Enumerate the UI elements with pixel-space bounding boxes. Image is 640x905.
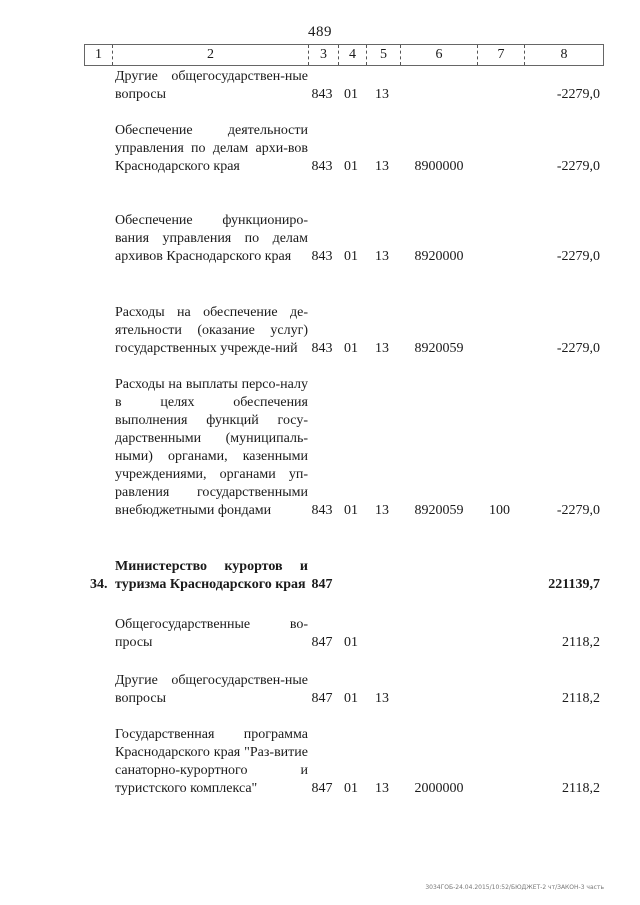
row-col-4: 01 [344, 503, 358, 518]
row-col-3: 843 [311, 249, 333, 264]
row-col-6: 8920059 [414, 503, 464, 518]
row-col-5: 13 [375, 503, 389, 518]
row-col-3: 847 [311, 781, 333, 796]
row-name: Обеспечение функциониро-вания управления по делам архивов Краснодарского края [115, 213, 308, 264]
footer-stamp: 3034ГОБ-24.04.2015/10:52/БЮДЖЕТ-2 чт/ЗАКОН-3 часть [425, 884, 604, 891]
row-col-3: 843 [311, 341, 333, 356]
row-col-6: 8920059 [414, 341, 464, 356]
header-cell-4: 4 [338, 45, 366, 65]
row-col-4: 01 [344, 781, 358, 796]
row-col-8: 2118,2 [562, 691, 600, 706]
table-row [84, 670, 604, 708]
row-col-8: -2279,0 [556, 249, 600, 264]
page-number: 489 [308, 24, 332, 40]
table-row [84, 376, 604, 520]
row-col-4: 01 [344, 691, 358, 706]
table-row [84, 614, 604, 652]
row-col-3: 847 [311, 691, 333, 706]
row-col-5: 13 [375, 249, 389, 264]
row-col-6: 8920000 [414, 249, 464, 264]
row-name: Государственная программа Краснодарского края "Раз-витие санаторно-курортного и туристского комплекса" [115, 727, 308, 796]
header-cell-7: 7 [477, 45, 524, 65]
row-name: Расходы на выплаты персо-налу в целях обеспечения выполнения функций госу-дарственными (муниципаль-ными) органами, казенными учреждениями, органами уп-равления государственными внебюджетными фондами [115, 377, 308, 518]
row-col-8: -2279,0 [556, 341, 600, 356]
row-number: 34. [90, 577, 108, 592]
row-col-6: 8900000 [414, 159, 464, 174]
row-col-3: 843 [311, 159, 333, 174]
row-name: Другие общегосударствен-ные вопросы [115, 69, 308, 102]
row-name: Расходы на обеспечение де-ятельности (оказание услуг) государственных учрежде-ний [115, 305, 308, 356]
row-col-7: 100 [489, 503, 510, 518]
row-col-4: 01 [344, 249, 358, 264]
row-col-5: 13 [375, 159, 389, 174]
table-row [84, 66, 604, 104]
row-col-3: 847 [311, 635, 333, 650]
row-col-8: -2279,0 [556, 159, 600, 174]
table-row [84, 194, 604, 266]
table-row [84, 538, 604, 594]
header-cell-8: 8 [524, 45, 604, 65]
row-col-8: 2118,2 [562, 781, 600, 796]
row-col-5: 13 [375, 781, 389, 796]
row-col-3: 843 [311, 503, 333, 518]
row-col-3: 847 [311, 577, 333, 592]
row-col-8: -2279,0 [556, 503, 600, 518]
row-col-4: 01 [344, 159, 358, 174]
header-cell-5: 5 [366, 45, 400, 65]
row-name: Общегосударственные во-просы [115, 617, 308, 650]
row-col-4: 01 [344, 635, 358, 650]
row-name: Обеспечение деятельности управления по делам архи-вов Краснодарского края [115, 123, 308, 174]
row-name: Министерство курортов и туризма Краснодарского края [115, 559, 308, 592]
row-col-8: -2279,0 [556, 87, 600, 102]
row-col-8: 221139,7 [548, 577, 600, 592]
row-col-3: 843 [311, 87, 333, 102]
row-col-4: 01 [344, 341, 358, 356]
header-cell-6: 6 [400, 45, 477, 65]
table-row [84, 122, 604, 176]
table-header-row [84, 44, 604, 66]
row-col-6: 2000000 [414, 781, 464, 796]
row-col-5: 13 [375, 87, 389, 102]
header-cell-3: 3 [308, 45, 338, 65]
row-col-5: 13 [375, 691, 389, 706]
header-cell-1: 1 [84, 45, 112, 65]
header-cell-2: 2 [112, 45, 308, 65]
row-col-4: 01 [344, 87, 358, 102]
table-row [84, 286, 604, 358]
row-col-8: 2118,2 [562, 635, 600, 650]
table-row [84, 726, 604, 798]
row-col-5: 13 [375, 341, 389, 356]
row-name: Другие общегосударствен-ные вопросы [115, 673, 308, 706]
